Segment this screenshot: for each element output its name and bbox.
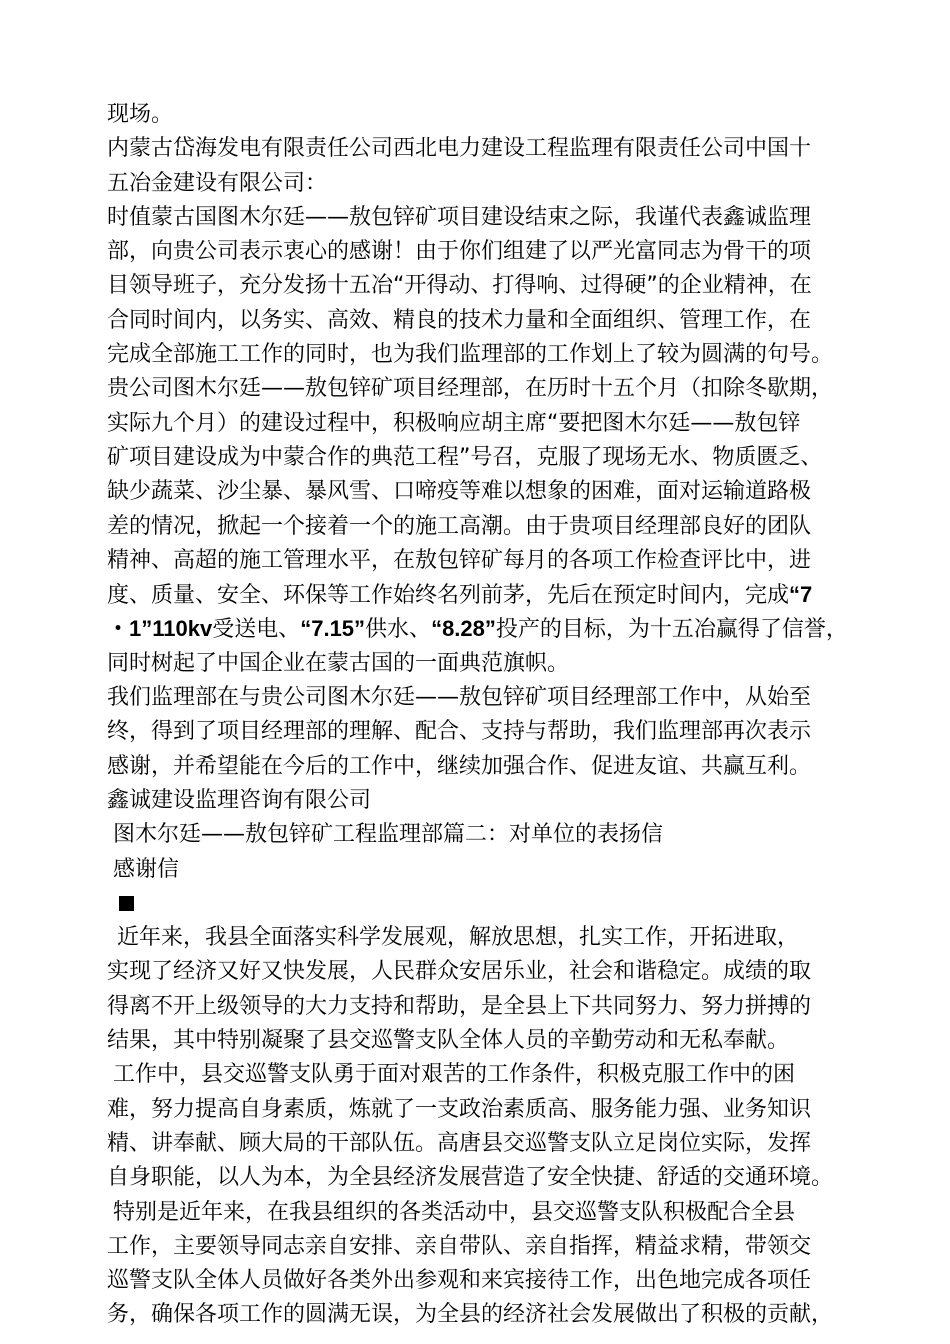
- text-line: 自身职能，以人为本，为全县经济发展营造了安全快捷、舒适的交通环境。: [107, 1165, 834, 1191]
- date-7-1-110kv: ・1”110kv: [107, 616, 213, 642]
- text-line: 感谢，并希望能在今后的工作中，继续加强合作、促进友谊、共赢互利。: [107, 753, 812, 779]
- date-8-28: “8.28”: [431, 616, 496, 642]
- document-body: [107, 98, 867, 1333]
- text-line: 缺少蔬菜、沙尘暴、暴风雪、口啼疫等难以想象的困难，面对运输道路极: [107, 479, 812, 505]
- text-segment: 受送电、: [212, 617, 301, 643]
- text-line: 实现了经济又好又快发展，人民群众安居乐业，社会和谐稳定。成绩的取: [107, 959, 812, 985]
- text-line: 部，向贵公司表示衷心的感谢！由于你们组建了以严光富同志为骨干的项: [107, 239, 812, 265]
- text-line: 近年来，我县全面落实科学发展观，解放思想，扎实工作，开拓进取，: [117, 925, 800, 951]
- text-line: 精神、高超的施工管理水平，在敖包锌矿每月的各项工作检查评比中，进: [107, 547, 812, 573]
- text-line: 工作，主要领导同志亲自安排、亲自带队、亲自指挥，精益求精，带领交: [107, 1233, 812, 1259]
- text-line: 难，努力提高自身素质，炼就了一支政治素质高、服务能力强、业务知识: [107, 1096, 812, 1122]
- date-7-1-start: “7: [789, 582, 813, 608]
- letter-title: 感谢信: [113, 856, 180, 882]
- text-line: [107, 578, 867, 612]
- section-heading: 图木尔廷——敖包锌矿工程监理部篇二：对单位的表扬信: [113, 822, 664, 848]
- text-line: 内蒙古岱海发电有限责任公司西北电力建设工程监理有限责任公司中国十: [107, 136, 812, 162]
- square-bullet-line: [107, 887, 867, 921]
- text-line: 特别是近年来，在我县组织的各类活动中，县交巡警支队积极配合全县: [113, 1199, 796, 1225]
- text-line: 工作中，县交巡警支队勇于面对艰苦的工作条件，积极克服工作中的困: [113, 1062, 796, 1088]
- text-line: 差的情况，掀起一个接着一个的施工高潮。由于贵项目经理部良好的团队: [107, 513, 812, 539]
- text-line: 巡警支队全体人员做好各类外出参观和来宾接待工作，出色地完成各项任: [107, 1268, 812, 1294]
- text-line: 同时树起了中国企业在蒙古国的一面典范旗帜。: [107, 650, 570, 676]
- text-line: 目领导班子，充分发扬十五冶“开得动、打得响、过得硬”的企业精神，在: [107, 273, 812, 299]
- text-line: 现场。: [107, 102, 174, 127]
- signature-company: 鑫诚建设监理咨询有限公司: [107, 787, 372, 813]
- square-bullet-icon: [119, 896, 134, 911]
- text-line: 我们监理部在与贵公司图木尔廷——敖包锌矿项目经理部工作中，从始至: [107, 685, 812, 711]
- text-line-main: 度、质量、安全、环保等工作始终名列前茅，先后在预定时间内，完成: [107, 583, 790, 609]
- text-line: 务，确保各项工作的圆满无误，为全县的经济社会发展做出了积极的贡献，: [107, 1302, 834, 1328]
- text-line: [107, 612, 867, 646]
- text-line: 时值蒙古国图木尔廷——敖包锌矿项目建设结束之际，我谨代表鑫诚监理: [107, 204, 812, 230]
- text-segment: 供水、: [365, 617, 432, 643]
- text-line: 五冶金建设有限公司：: [107, 170, 328, 196]
- date-7-15: “7.15”: [300, 616, 366, 642]
- text-line: 完成全部施工工作的同时，也为我们监理部的工作划上了较为圆满的句号。: [107, 342, 834, 368]
- text-line: 结果，其中特别凝聚了县交巡警支队全体人员的辛勤劳动和无私奉献。: [107, 1028, 790, 1054]
- text-line: 得离不开上级领导的大力支持和帮助，是全县上下共同努力、努力拼搏的: [107, 993, 812, 1019]
- text-line: 合同时间内，以务实、高效、精良的技术力量和全面组织、管理工作，在: [107, 307, 812, 333]
- text-line: 矿项目建设成为中蒙合作的典范工程”号召，克服了现场无水、物质匮乏、: [107, 444, 823, 470]
- text-segment: 投产的目标，为十五冶赢得了信誉，: [495, 617, 848, 643]
- text-line: 贵公司图木尔廷——敖包锌矿项目经理部，在历时十五个月（扣除冬歇期，: [107, 376, 834, 402]
- text-line: 实际九个月）的建设过程中，积极响应胡主席“要把图木尔廷——敖包锌: [107, 410, 801, 436]
- text-line: 精、讲奉献、顾大局的干部队伍。高唐县交巡警支队立足岗位实际，发挥: [107, 1130, 812, 1156]
- text-line: 终，得到了项目经理部的理解、配合、支持与帮助，我们监理部再次表示: [107, 719, 812, 745]
